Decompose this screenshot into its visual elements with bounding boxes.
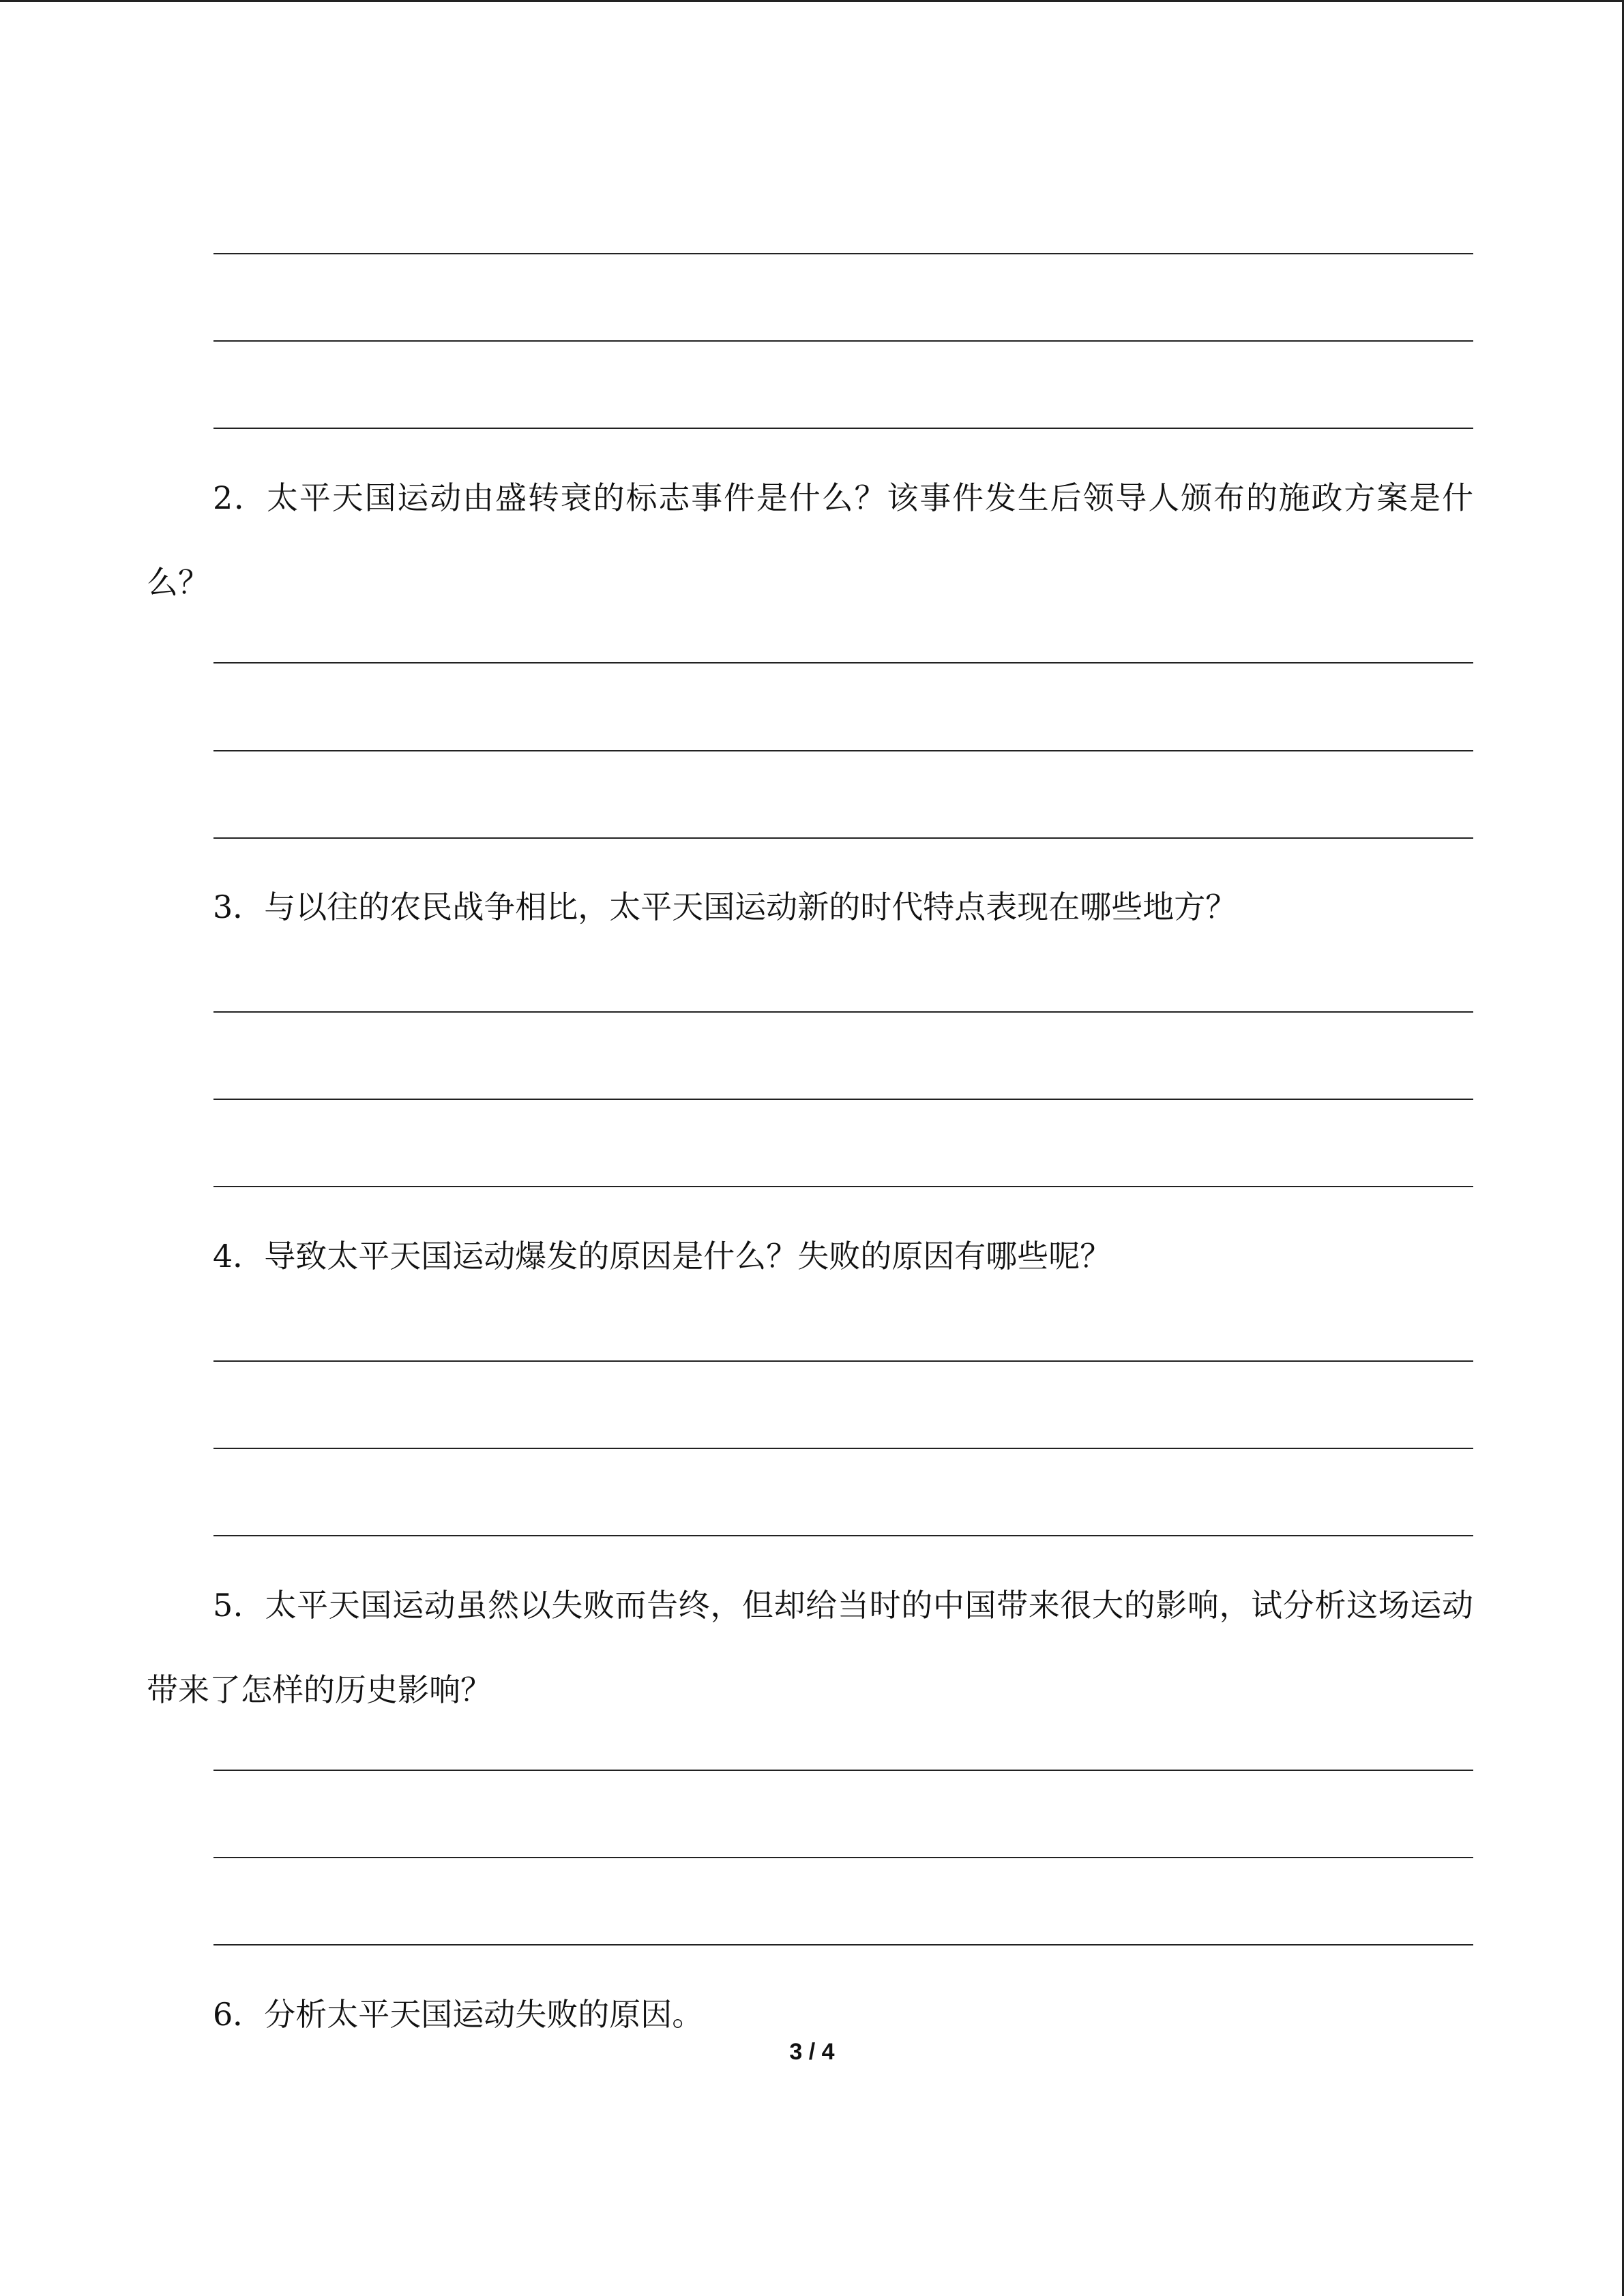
answer-line[interactable] xyxy=(213,662,1473,664)
question-2-text: 2．太平天国运动由盛转衰的标志事件是什么？该事件发生后领导人颁布的施政方案是什么？ xyxy=(147,479,1473,601)
answer-line[interactable] xyxy=(213,1360,1473,1362)
question-6-text: 6．分析太平天国运动失败的原因。 xyxy=(213,1996,704,2033)
answer-line[interactable] xyxy=(213,253,1473,254)
question-5-text: 5．太平天国运动虽然以失败而告终，但却给当时的中国带来很大的影响，试分析这场运动带来了怎样的历史影响？ xyxy=(147,1587,1473,1708)
answer-line[interactable] xyxy=(213,750,1473,751)
answer-line[interactable] xyxy=(213,1099,1473,1100)
page-top-border xyxy=(0,0,1624,2)
answer-line[interactable] xyxy=(213,340,1473,342)
question-3-text: 3．与以往的农民战争相比，太平天国运动新的时代特点表现在哪些地方？ xyxy=(213,889,1237,925)
answer-line[interactable] xyxy=(213,1535,1473,1536)
answer-line[interactable] xyxy=(213,1448,1473,1449)
answer-line[interactable] xyxy=(213,1770,1473,1771)
answer-line[interactable] xyxy=(213,837,1473,839)
answer-line[interactable] xyxy=(213,1186,1473,1187)
answer-line[interactable] xyxy=(213,428,1473,429)
answer-line[interactable] xyxy=(213,1944,1473,1945)
question-4-text: 4．导致太平天国运动爆发的原因是什么？失败的原因有哪些呢？ xyxy=(213,1238,1112,1274)
page-number: 3 / 4 xyxy=(789,2039,835,2065)
answer-line[interactable] xyxy=(213,1857,1473,1858)
answer-line[interactable] xyxy=(213,1011,1473,1013)
